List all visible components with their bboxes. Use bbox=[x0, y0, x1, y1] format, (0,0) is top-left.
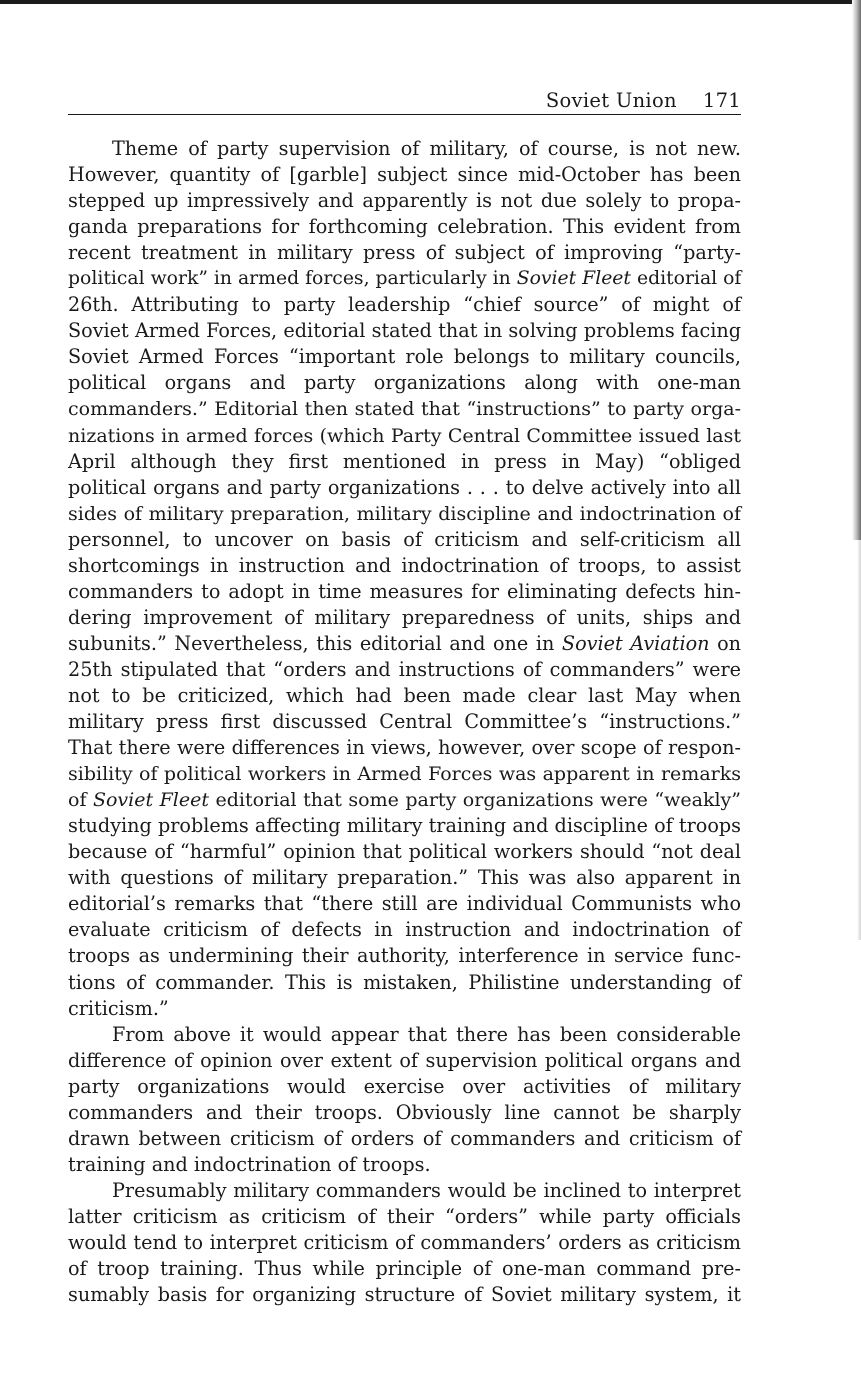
text-line: of Soviet Fleet editorial that some party organizations were “weakly” bbox=[68, 789, 741, 812]
text-line: studying problems affecting military training and discipline of troops bbox=[68, 814, 741, 838]
text-line: Presumably military commanders would be inclined to interpret bbox=[112, 1178, 741, 1202]
scan-edge-top bbox=[0, 0, 861, 4]
text-line: dering improvement of military preparedness of units, ships and bbox=[68, 605, 741, 629]
text-line: difference of opinion over extent of supervision political organs and bbox=[68, 1048, 741, 1072]
text-line: political organs and party organizations along with one-man bbox=[68, 371, 741, 395]
text-line: commanders and their troops. Obviously line cannot be sharply bbox=[68, 1100, 741, 1124]
text-line: would tend to interpret criticism of commanders’ orders as criticism bbox=[68, 1230, 741, 1254]
text-line: not to be criticized, which had been made clear last May when bbox=[68, 683, 741, 707]
text-line: stepped up impressively and apparently is not due solely to propa- bbox=[68, 189, 741, 213]
running-title: Soviet Union bbox=[545, 89, 677, 112]
text-line: From above it would appear that there has been considerable bbox=[112, 1022, 741, 1046]
text-line: sides of military preparation, military discipline and indoctrination of bbox=[68, 502, 741, 525]
text-line: Soviet Armed Forces “important role belongs to military councils, bbox=[68, 345, 741, 369]
running-head bbox=[546, 89, 741, 112]
text-line: party organizations would exercise over activities of military bbox=[68, 1074, 741, 1098]
text-line: of troop training. Thus while principle of one-man command pre- bbox=[68, 1257, 741, 1281]
text-line: That there were differences in views, however, over scope of respon- bbox=[68, 736, 741, 760]
page-header bbox=[68, 86, 741, 115]
text-line: with questions of military preparation.” This was also apparent in bbox=[68, 866, 741, 890]
paragraph bbox=[68, 1178, 741, 1308]
text-line: political organs and party organizations . . . to delve actively into all bbox=[68, 475, 741, 499]
scan-edge-right-lower bbox=[857, 540, 861, 940]
text-line: military press first discussed Central Committee’s “instructions.” bbox=[68, 710, 741, 734]
paragraph bbox=[68, 136, 741, 1022]
text-line: 25th stipulated that “orders and instructions of commanders” were bbox=[68, 657, 741, 681]
page-number: 171 bbox=[702, 89, 741, 112]
periodical-title: Soviet Aviation bbox=[561, 631, 710, 655]
text-line: political work” in armed forces, particularly in Soviet Fleet editorial of bbox=[68, 268, 742, 290]
scan-edge-right bbox=[852, 0, 861, 540]
text-line: shortcomings in instruction and indoctrination of troops, to assist bbox=[68, 553, 741, 577]
text-line: sibility of political workers in Armed Forces was apparent in remarks bbox=[68, 763, 741, 786]
text-line: recent treatment in military press of subject of improving “party- bbox=[68, 241, 741, 265]
periodical-title: Soviet Fleet bbox=[92, 789, 209, 812]
periodical-title: Soviet Fleet bbox=[516, 268, 631, 290]
text-line: commanders to adopt in time measures for eliminating defects hin- bbox=[68, 579, 741, 603]
text-line: criticism.” bbox=[68, 996, 169, 1020]
text-line: drawn between criticism of orders of commanders and criticism of bbox=[68, 1126, 741, 1150]
text-line: However, quantity of [garble] subject since mid-October has been bbox=[68, 163, 741, 187]
text-line: April although they first mentioned in press in May) “obliged bbox=[68, 449, 741, 473]
text-line: sumably basis for organizing structure of Soviet military system, it bbox=[68, 1283, 741, 1307]
text-line: training and indoctrination of troops. bbox=[68, 1152, 431, 1176]
text-line: latter criticism as criticism of their “orders” while party officials bbox=[68, 1204, 741, 1228]
text-line: troops as undermining their authority, interference in service func- bbox=[68, 944, 741, 968]
text-line: subunits.” Nevertheless, this editorial and one in Soviet Aviation on bbox=[68, 631, 741, 655]
paragraph bbox=[68, 1022, 741, 1178]
body-text bbox=[68, 136, 741, 1308]
text-line: commanders.” Editorial then stated that “instructions” to party orga- bbox=[68, 398, 741, 421]
text-line: editorial’s remarks that “there still are individual Communists who bbox=[68, 892, 741, 916]
text-line: Soviet Armed Forces, editorial stated that in solving problems facing bbox=[68, 319, 741, 343]
text-line: Theme of party supervision of military, of course, is not new. bbox=[112, 137, 741, 160]
text-line: 26th. Attributing to party leadership “chief source” of might of bbox=[68, 293, 741, 317]
text-line: because of “harmful” opinion that political workers should “not deal bbox=[68, 840, 741, 864]
text-line: ganda preparations for forthcoming celebration. This evident from bbox=[68, 215, 741, 239]
text-line: nizations in armed forces (which Party Central Committee issued last bbox=[68, 424, 741, 447]
text-line: tions of commander. This is mistaken, Philistine understanding of bbox=[68, 970, 741, 994]
text-line: personnel, to uncover on basis of criticism and self-criticism all bbox=[68, 527, 741, 551]
text-line: evaluate criticism of defects in instruction and indoctrination of bbox=[68, 918, 741, 942]
